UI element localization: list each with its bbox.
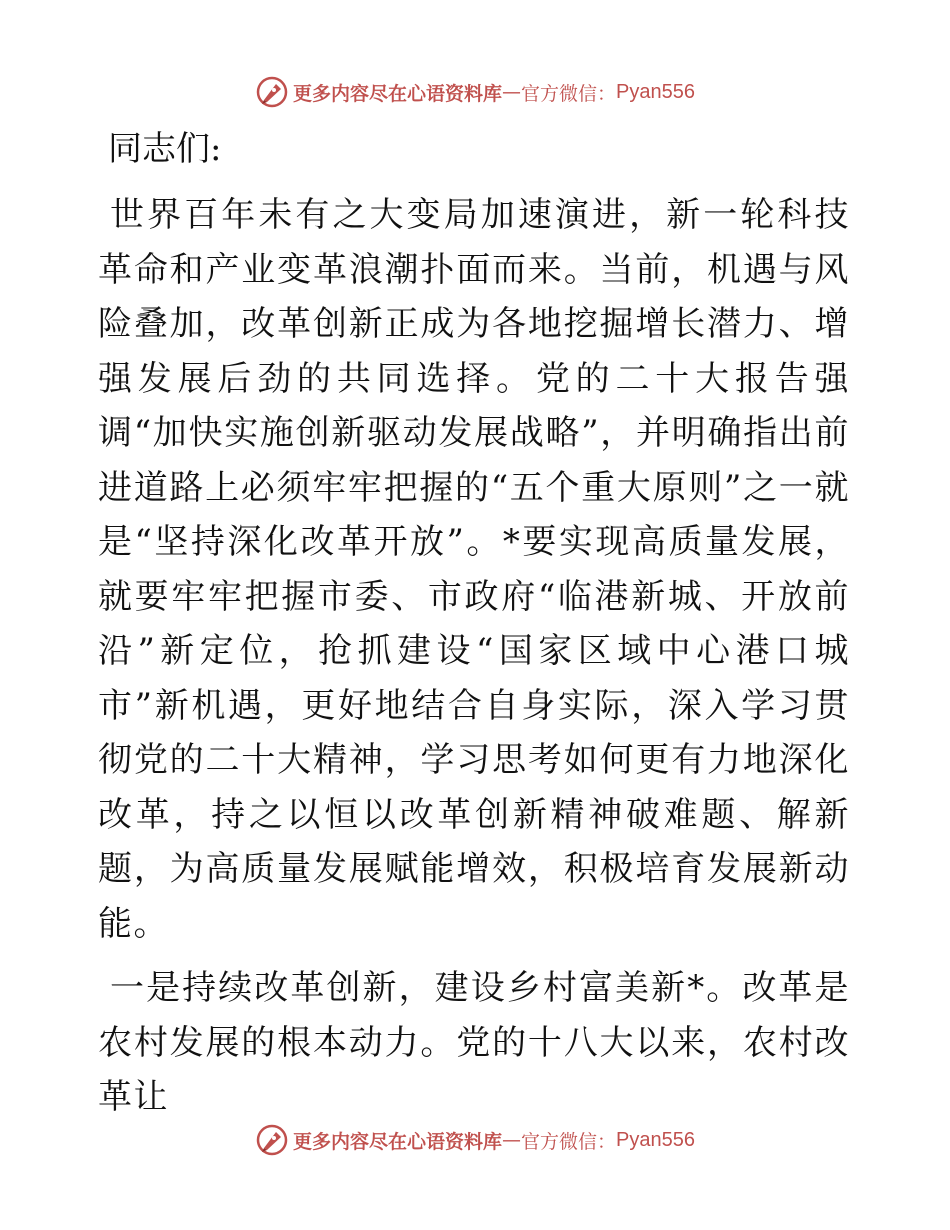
banner-dash: — xyxy=(502,1129,522,1151)
banner-promo-text: 更多内容尽在心语资料库 xyxy=(293,82,503,105)
paragraph-point-one: 一是持续改革创新，建设乡村富美新*。改革是农村发展的根本动力。党的十八大以来，农村改革让 xyxy=(98,968,850,1117)
banner-contact-id: Pyan556 xyxy=(616,1128,695,1151)
paragraph-intro: 世界百年未有之大变局加速演进，新一轮科技革命和产业变革浪潮扑面而来。当前，机遇与风险叠加，改革创新正成为各地挖掘增长潜力、增强发展后劲的共同选择。党的二十大报告强调“加快实施创新驱动发展战略”，并明确指出前进道路上必须牢牢把握的“五个重大原则”之一就是“坚持深化改革开放”。*要实现高质量发展，就要牢牢把握市委、市政府“临港新城、开放前沿”新定位，抢抓建设“国家区域中心港口城市”新机遇，更好地结合自身实际，深入学习贯彻党的二十大精神，学习思考如何更有力地深化改革，持之以恒以改革创新精神破难题、解新题，为高质量发展赋能增效，积极培育发展新动能。 xyxy=(98,195,850,944)
banner-dash: — xyxy=(502,81,522,103)
header-banner xyxy=(0,72,950,112)
banner-contact-id: Pyan556 xyxy=(616,80,695,103)
banner-contact-label: 官方微信： xyxy=(521,82,617,105)
pen-nib-logo-icon xyxy=(255,1123,289,1157)
banner-contact-label: 官方微信： xyxy=(521,1130,617,1153)
pen-nib-logo-icon xyxy=(255,75,289,109)
banner-promo-text: 更多内容尽在心语资料库 xyxy=(293,1130,503,1153)
document-body xyxy=(98,122,850,1135)
salutation: 同志们: xyxy=(108,129,222,169)
footer-banner xyxy=(0,1120,950,1160)
